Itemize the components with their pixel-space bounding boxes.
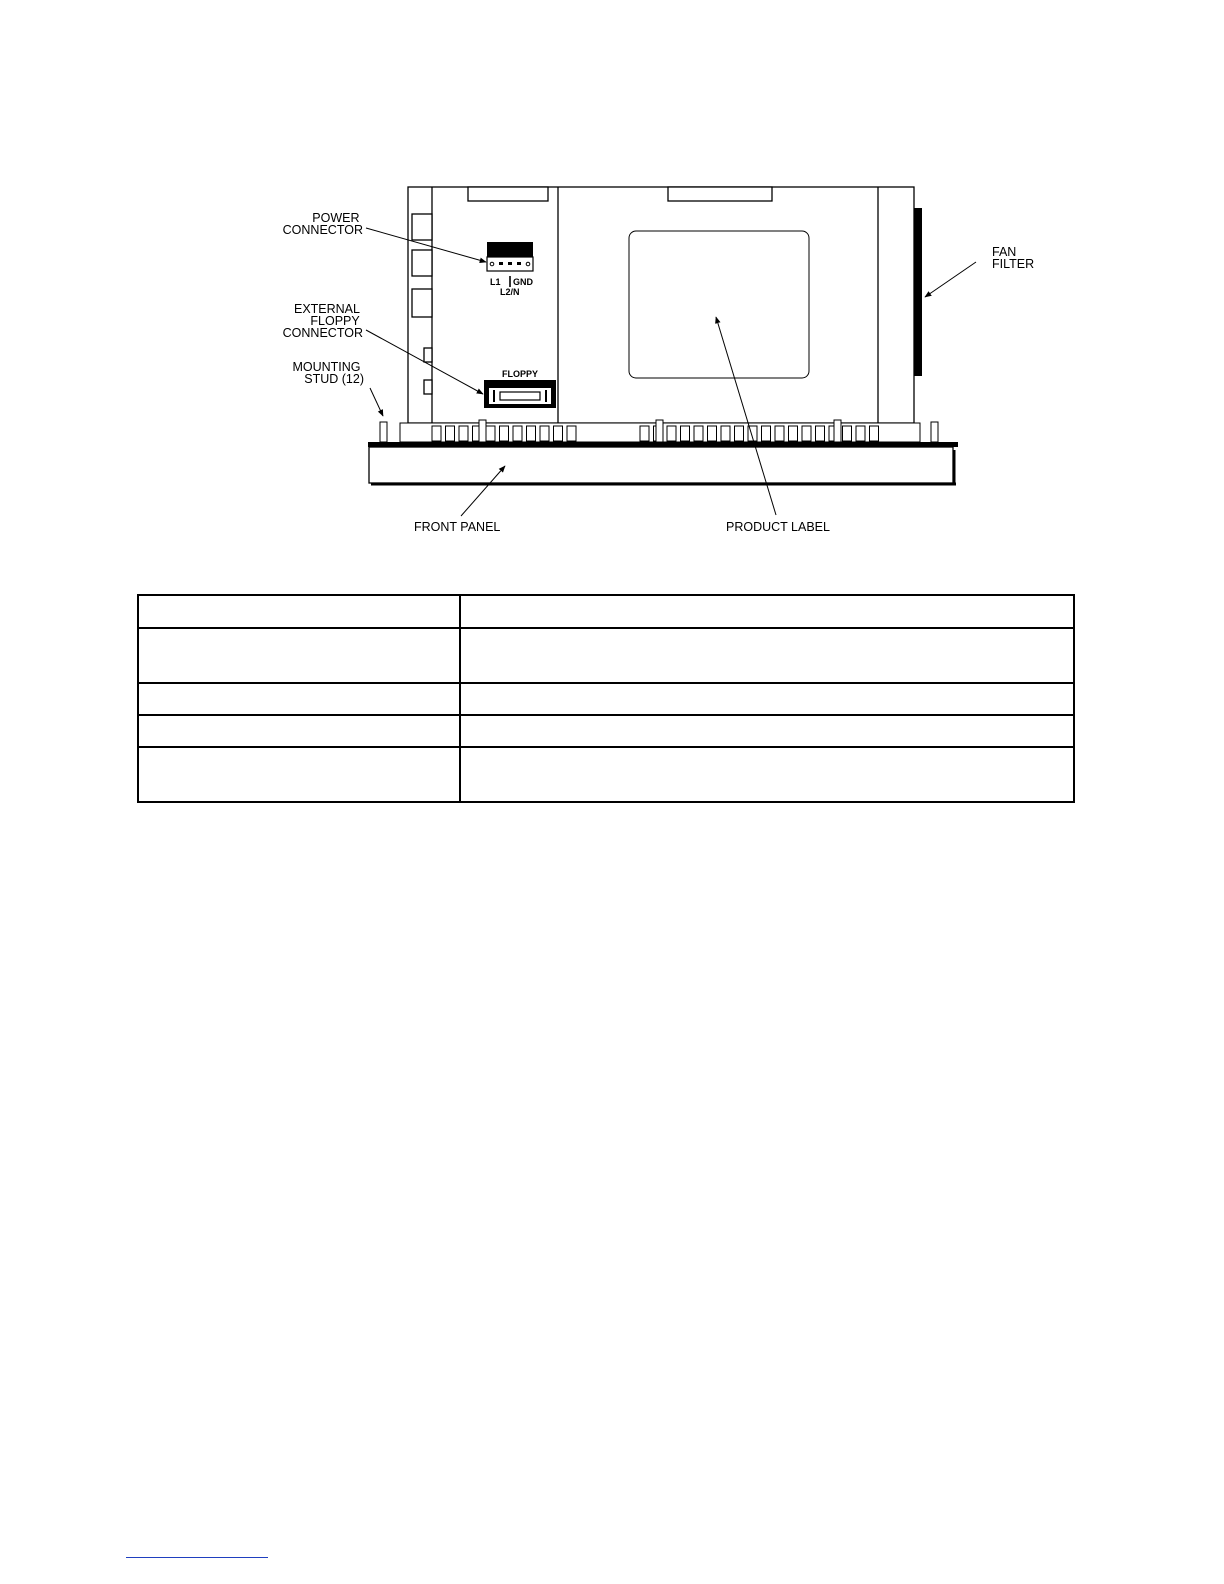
table-row xyxy=(138,683,1074,715)
flange-tooth xyxy=(735,426,744,441)
flange-tooth xyxy=(554,426,563,441)
table-cell xyxy=(138,747,460,802)
flange-tooth xyxy=(640,426,649,441)
flange-tooth xyxy=(843,426,852,441)
table-cell xyxy=(460,595,1074,628)
flange-tooth xyxy=(694,426,703,441)
table-row xyxy=(138,715,1074,747)
flange-tooth xyxy=(446,426,455,441)
flange-tooth xyxy=(540,426,549,441)
flange-tooth xyxy=(870,426,879,441)
table-cell xyxy=(460,683,1074,715)
table-cell xyxy=(460,628,1074,683)
table-cell xyxy=(460,747,1074,802)
flange-tooth xyxy=(567,426,576,441)
flange-tooth xyxy=(816,426,825,441)
flange-tooth xyxy=(775,426,784,441)
front-panel xyxy=(368,442,958,484)
table-cell xyxy=(460,715,1074,747)
flange-tooth xyxy=(513,426,522,441)
table-cell xyxy=(138,683,460,715)
flange-tooth xyxy=(527,426,536,441)
flange-tooth xyxy=(486,426,495,441)
footnote-rule xyxy=(126,1557,268,1558)
callout-mounting-stud: MOUNTING STUD (12) xyxy=(292,360,364,386)
callout-product-label: PRODUCT LABEL xyxy=(726,520,830,534)
callout-external-floppy-connector: EXTERNAL FLOPPY CONNECTOR xyxy=(282,302,363,340)
flange-tooth xyxy=(459,426,468,441)
flange-tooth xyxy=(667,426,676,441)
terminal-label-l1: L1 xyxy=(490,277,501,287)
specification-table xyxy=(137,594,1075,803)
callout-fan-filter: FAN FILTER xyxy=(992,245,1035,271)
hardware-side-view-diagram xyxy=(0,0,1224,560)
flange-tooth xyxy=(708,426,717,441)
callout-power-connector: POWER CONNECTOR xyxy=(282,211,363,237)
flange-tooth xyxy=(802,426,811,441)
table-row xyxy=(138,747,1074,802)
floppy-connector xyxy=(484,380,556,408)
flange-tooth xyxy=(762,426,771,441)
floppy-port-label: FLOPPY xyxy=(502,369,539,379)
table-row xyxy=(138,595,1074,628)
terminal-label-gnd: GND xyxy=(513,277,533,287)
flange-tooth xyxy=(789,426,798,441)
flange-tooth xyxy=(721,426,730,441)
product-label-area xyxy=(629,231,809,378)
terminal-label-l2n: L2/N xyxy=(500,287,520,297)
mounting-stud-leader xyxy=(370,388,383,416)
flange-tooth xyxy=(856,426,865,441)
table-row xyxy=(138,628,1074,683)
table-cell xyxy=(138,715,460,747)
fan-filter xyxy=(914,208,922,376)
table-cell xyxy=(138,595,460,628)
callout-front-panel: FRONT PANEL xyxy=(414,520,501,534)
table-cell xyxy=(138,628,460,683)
flange-tooth xyxy=(500,426,509,441)
flange-tooth xyxy=(681,426,690,441)
flange-tooth xyxy=(432,426,441,441)
fan-filter-leader xyxy=(925,262,976,297)
